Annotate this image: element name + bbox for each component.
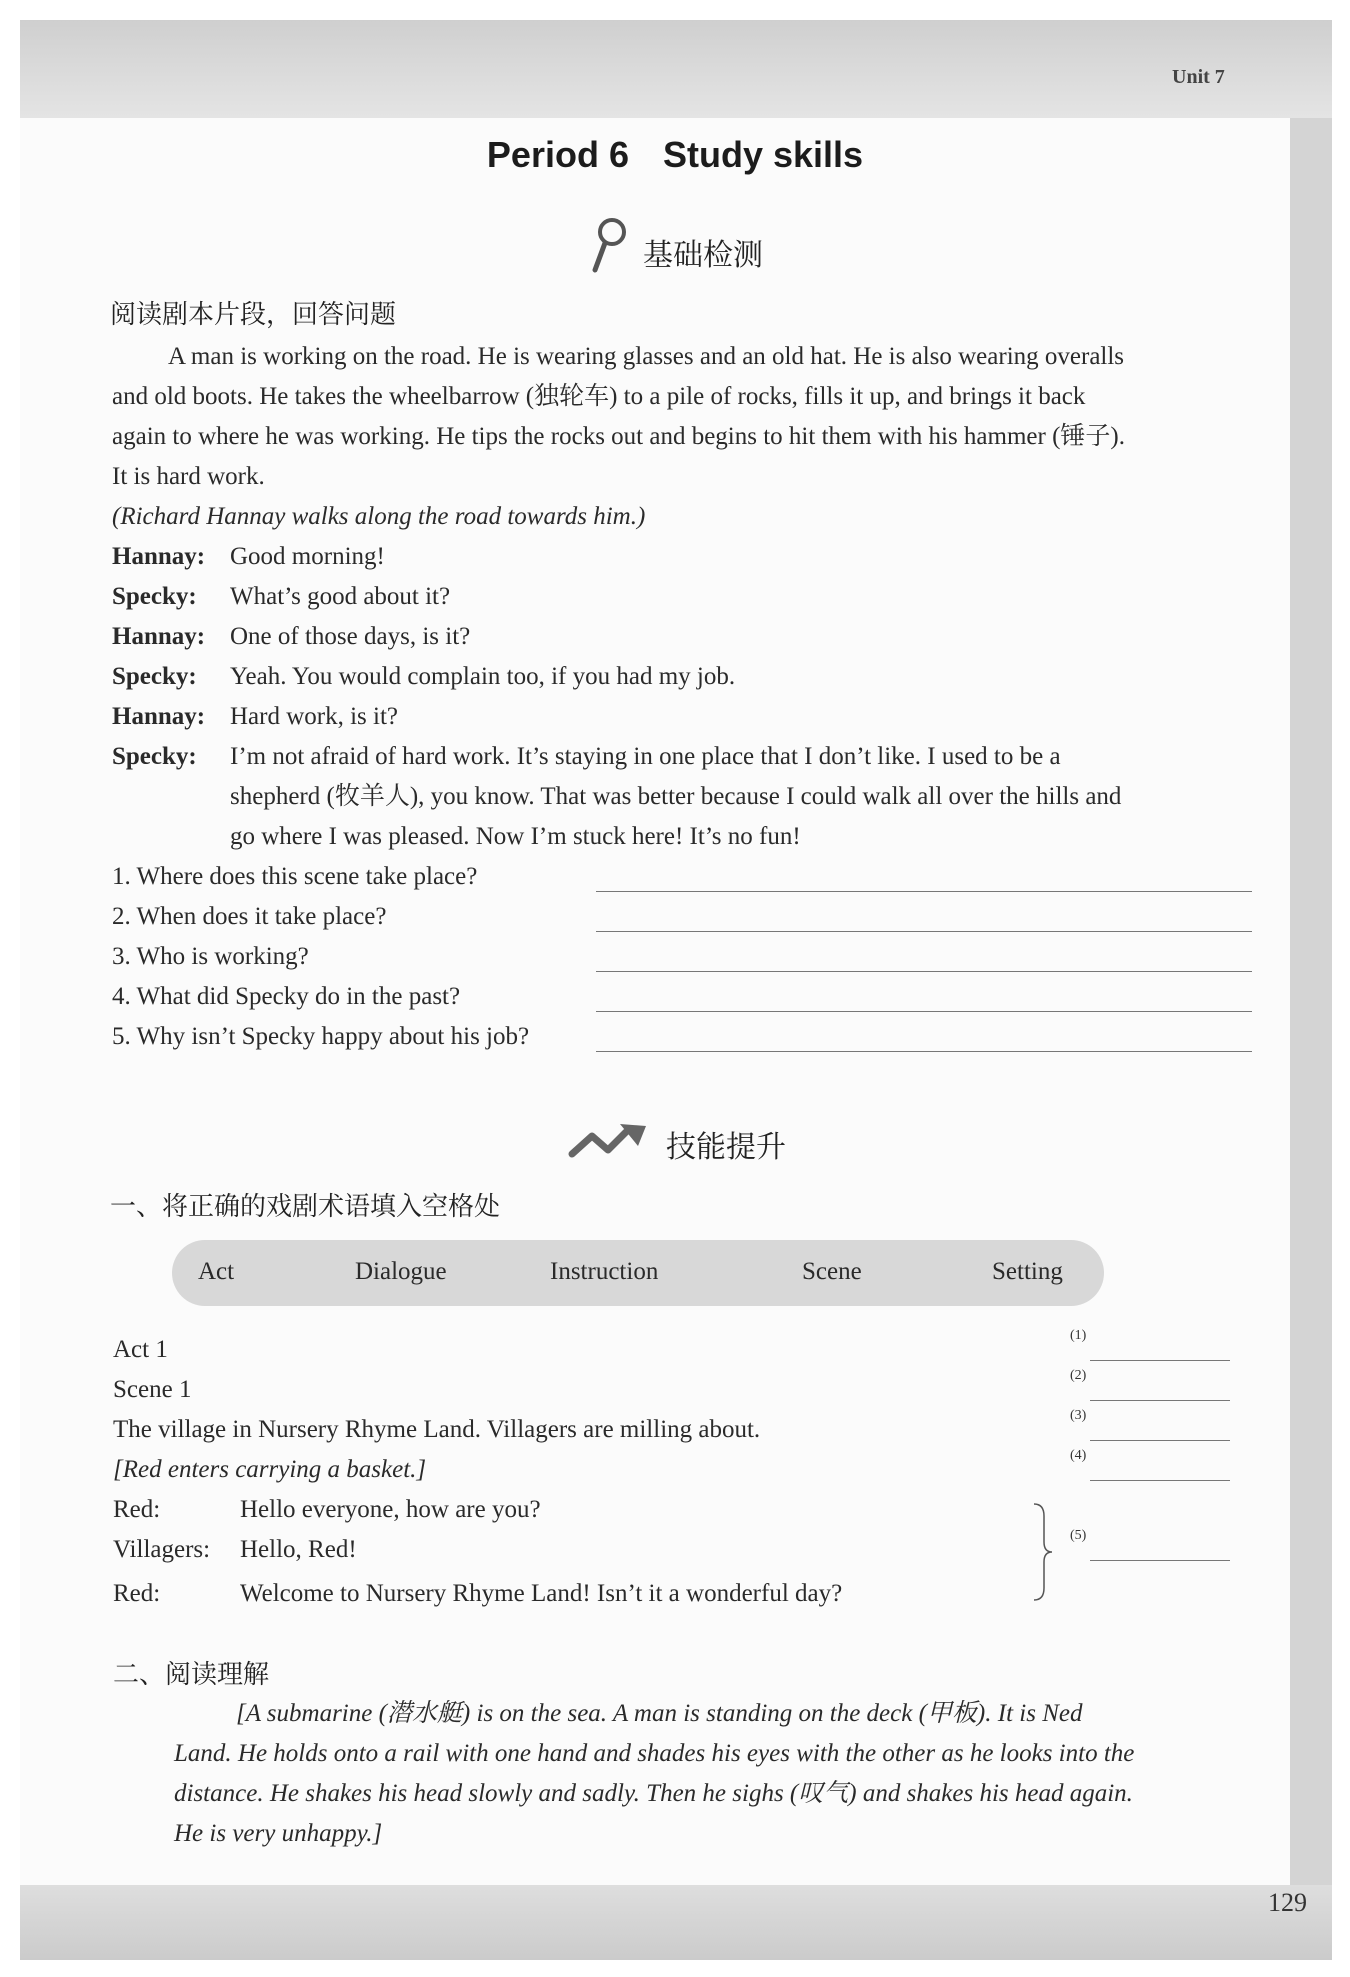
question: 2. When does it take place? bbox=[112, 903, 387, 930]
unit-label: Unit 7 bbox=[1172, 66, 1225, 88]
top-band bbox=[20, 20, 1332, 118]
answer-blank[interactable] bbox=[596, 891, 1252, 892]
term-instruction: Instruction bbox=[550, 1258, 659, 1285]
play-speech: Hello, Red! bbox=[240, 1536, 357, 1563]
play-instruction: [Red enters carrying a basket.] bbox=[113, 1456, 427, 1483]
answer-number: (3) bbox=[1070, 1408, 1087, 1423]
intro-line: A man is working on the road. He is wearing glasses and an old hat. He is also wearing overalls bbox=[168, 343, 1125, 370]
reading-line: Land. He holds onto a rail with one hand and shades his eyes with the other as he looks into the bbox=[174, 1740, 1135, 1767]
dialogue-line bbox=[112, 697, 1250, 737]
play-speech: Hello everyone, how are you? bbox=[240, 1496, 541, 1523]
intro-line: It is hard work. bbox=[112, 463, 265, 490]
answer-number: (2) bbox=[1070, 1368, 1087, 1383]
reading-line: distance. He shakes his head slowly and sadly. Then he sighs (叹气) and shakes his head again. bbox=[174, 1780, 1133, 1807]
period-label: Period 6 bbox=[486, 134, 629, 175]
speech-line: I’m not afraid of hard work. It’s staying in one place that I don’t like. I used to be a bbox=[230, 743, 1061, 770]
play-setting: The village in Nursery Rhyme Land. Villagers are milling about. bbox=[113, 1416, 761, 1443]
bottom-band bbox=[20, 1885, 1332, 1960]
page-title bbox=[0, 134, 1350, 176]
answer-number: (1) bbox=[1070, 1328, 1087, 1343]
play-act: Act 1 bbox=[113, 1336, 168, 1363]
dialogue-line bbox=[112, 577, 1250, 617]
speech: Yeah. You would complain too, if you had my job. bbox=[230, 663, 736, 690]
part2-title: 二、阅读理解 bbox=[113, 1660, 270, 1690]
question: 5. Why isn’t Specky happy about his job? bbox=[112, 1023, 530, 1050]
speaker: Specky: bbox=[112, 663, 197, 690]
speech-line: go where I was pleased. Now I’m stuck here! It’s no fun! bbox=[230, 823, 801, 850]
term-dialogue: Dialogue bbox=[355, 1258, 447, 1285]
answer-number: (5) bbox=[1070, 1528, 1087, 1543]
answer-blank[interactable] bbox=[596, 931, 1252, 932]
dialogue-line bbox=[112, 617, 1250, 657]
question: 1. Where does this scene take place? bbox=[112, 863, 478, 890]
trend-arrow-icon bbox=[568, 1122, 650, 1162]
section2-heading-text: 技能提升 bbox=[666, 1130, 786, 1165]
dialogue-line bbox=[112, 537, 1250, 577]
question: 4. What did Specky do in the past? bbox=[112, 983, 461, 1010]
speech: Hard work, is it? bbox=[230, 703, 399, 730]
speaker: Hannay: bbox=[112, 543, 206, 570]
speech: Good morning! bbox=[230, 543, 385, 570]
play-speaker: Red: bbox=[113, 1580, 161, 1607]
answer-blank[interactable] bbox=[1090, 1360, 1230, 1361]
speech bbox=[230, 737, 1250, 857]
dialogue-line bbox=[112, 737, 1250, 857]
speaker: Specky: bbox=[112, 743, 197, 770]
play-speaker: Red: bbox=[113, 1496, 161, 1523]
speaker: Hannay: bbox=[112, 623, 206, 650]
answer-blank[interactable] bbox=[596, 971, 1252, 972]
intro-paragraph bbox=[112, 337, 1252, 537]
play-speech: Welcome to Nursery Rhyme Land! Isn’t it a wonderful day? bbox=[240, 1580, 843, 1607]
term-setting: Setting bbox=[992, 1258, 1063, 1285]
section1-heading bbox=[586, 230, 826, 280]
reading-paragraph bbox=[174, 1694, 1264, 1854]
answer-number: (4) bbox=[1070, 1448, 1087, 1463]
intro-line: and old boots. He takes the wheelbarrow (独轮车) to a pile of rocks, fills it up, and brings it back bbox=[112, 383, 1086, 410]
speaker: Specky: bbox=[112, 583, 197, 610]
reading-line: [A submarine (潜水艇) is on the sea. A man is standing on the deck (甲板). It is Ned bbox=[236, 1700, 1083, 1727]
play-scene: Scene 1 bbox=[113, 1376, 192, 1403]
speech: What’s good about it? bbox=[230, 583, 451, 610]
speaker: Hannay: bbox=[112, 703, 206, 730]
term-act: Act bbox=[198, 1258, 235, 1285]
section1-task: 阅读剧本片段，回答问题 bbox=[110, 300, 397, 330]
speech-line: shepherd (牧羊人), you know. That was better because I could walk all over the hills and bbox=[230, 783, 1122, 810]
play-speaker: Villagers: bbox=[113, 1536, 211, 1563]
answer-blank[interactable] bbox=[596, 1011, 1252, 1012]
brace-icon bbox=[1030, 1502, 1054, 1602]
answer-blank[interactable] bbox=[1090, 1480, 1230, 1481]
reading-line: He is very unhappy.] bbox=[174, 1820, 383, 1847]
speech: One of those days, is it? bbox=[230, 623, 471, 650]
term-scene: Scene bbox=[802, 1258, 862, 1285]
answer-blank[interactable] bbox=[1090, 1400, 1230, 1401]
page-number: 129 bbox=[1268, 1888, 1307, 1917]
section2-heading bbox=[568, 1122, 828, 1172]
magnifier-icon bbox=[586, 216, 630, 274]
answer-blank[interactable] bbox=[596, 1051, 1252, 1052]
part1-title: 一、将正确的戏剧术语填入空格处 bbox=[110, 1192, 501, 1222]
stage-direction: (Richard Hannay walks along the road towards him.) bbox=[112, 503, 646, 530]
topic-label: Study skills bbox=[662, 134, 864, 175]
dialogue-line bbox=[112, 657, 1250, 697]
section1-heading-text: 基础检测 bbox=[643, 238, 763, 273]
question: 3. Who is working? bbox=[112, 943, 309, 970]
intro-line: again to where he was working. He tips the rocks out and begins to hit them with his hammer (锤子). bbox=[112, 423, 1125, 450]
answer-blank[interactable] bbox=[1090, 1440, 1230, 1441]
answer-blank[interactable] bbox=[1090, 1560, 1230, 1561]
